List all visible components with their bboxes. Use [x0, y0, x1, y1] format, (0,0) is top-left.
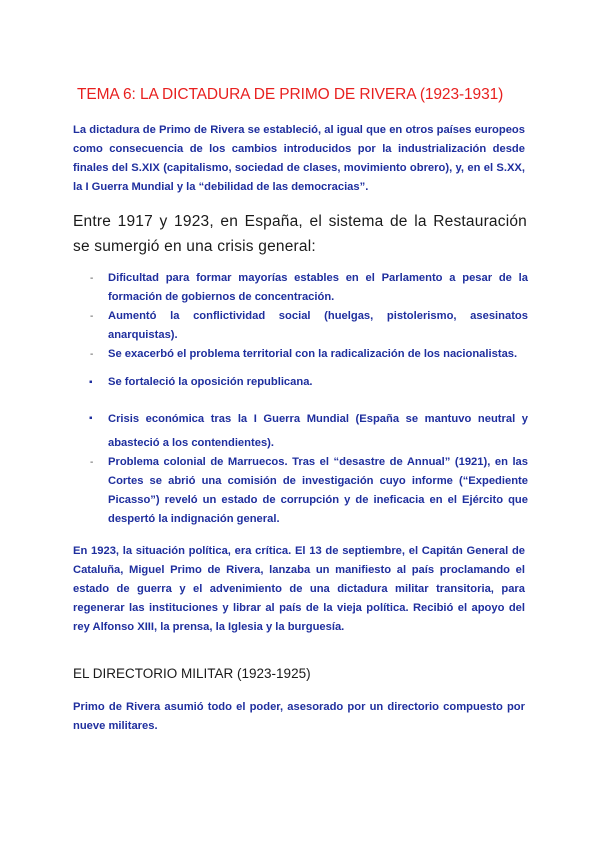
list-item-text: Se exacerbó el problema territorial con la radicalización de los nacionalistas. — [108, 348, 518, 360]
intro-paragraph: La dictadura de Primo de Rivera se estableció, al igual que en otros países europeos como consecuencia de los cambios introducidos por la industrialización desde finales del S.XIX (capitalismo, sociedad de clases, movimiento obrero), y, en el S.XX, la I Guerra Mundial y la “debilidad de las democracias”. — [73, 124, 525, 193]
list-item — [89, 373, 528, 392]
list-item — [89, 407, 528, 455]
list-item — [90, 269, 528, 307]
list-item-text: Se fortaleció la oposición republicana. — [108, 376, 313, 388]
list-item — [90, 307, 528, 345]
list-item — [90, 345, 528, 364]
list-item-text: Aumentó la conflictividad social (huelgas, pistolerismo, asesinatos anarquistas). — [108, 310, 528, 341]
list-item-text: Dificultad para formar mayorías estables en el Parlamento a pesar de la formación de gobiernos de concentración. — [108, 272, 528, 303]
page-title: TEMA 6: LA DICTADURA DE PRIMO DE RIVERA (1923-1931) — [77, 86, 504, 103]
section-title: EL DIRECTORIO MILITAR (1923-1925) — [73, 666, 311, 681]
bullet-marker: ▪ — [89, 377, 93, 388]
list-item — [90, 453, 528, 529]
list-item-text: Problema colonial de Marruecos. Tras el “desastre de Annual” (1921), en las Cortes se abrió una comisión de investigación cuyo informe (“Expediente Picasso”) reveló un estado de corrupción y de ineficacia en el Ejército que despertó la indignación general. — [108, 456, 528, 525]
crisis-heading: Entre 1917 y 1923, en España, el sistema de la Restauración se sumergió en una crisis general: — [73, 213, 527, 255]
bullet-marker: - — [90, 457, 94, 468]
bullet-marker: ▪ — [89, 413, 93, 424]
directorio-paragraph: Primo de Rivera asumió todo el poder, asesorado por un directorio compuesto por nueve militares. — [73, 701, 525, 732]
bullet-marker: - — [90, 349, 94, 360]
situation-paragraph: En 1923, la situación política, era crítica. El 13 de septiembre, el Capitán General de Cataluña, Miguel Primo de Rivera, lanzaba un manifiesto al país proclamando el estado de guerra y el advenimiento de una dictadura militar transitoria, para regenerar las instituciones y librar al país de la vieja política. Recibió el apoyo del rey Alfonso XIII, la prensa, la Iglesia y la burguesía. — [73, 545, 525, 633]
list-item-text: Crisis económica tras la I Guerra Mundial (España se mantuvo neutral y abasteció a los contendientes). — [108, 413, 528, 449]
bullet-marker: - — [90, 311, 94, 322]
bullet-marker: - — [90, 273, 94, 284]
